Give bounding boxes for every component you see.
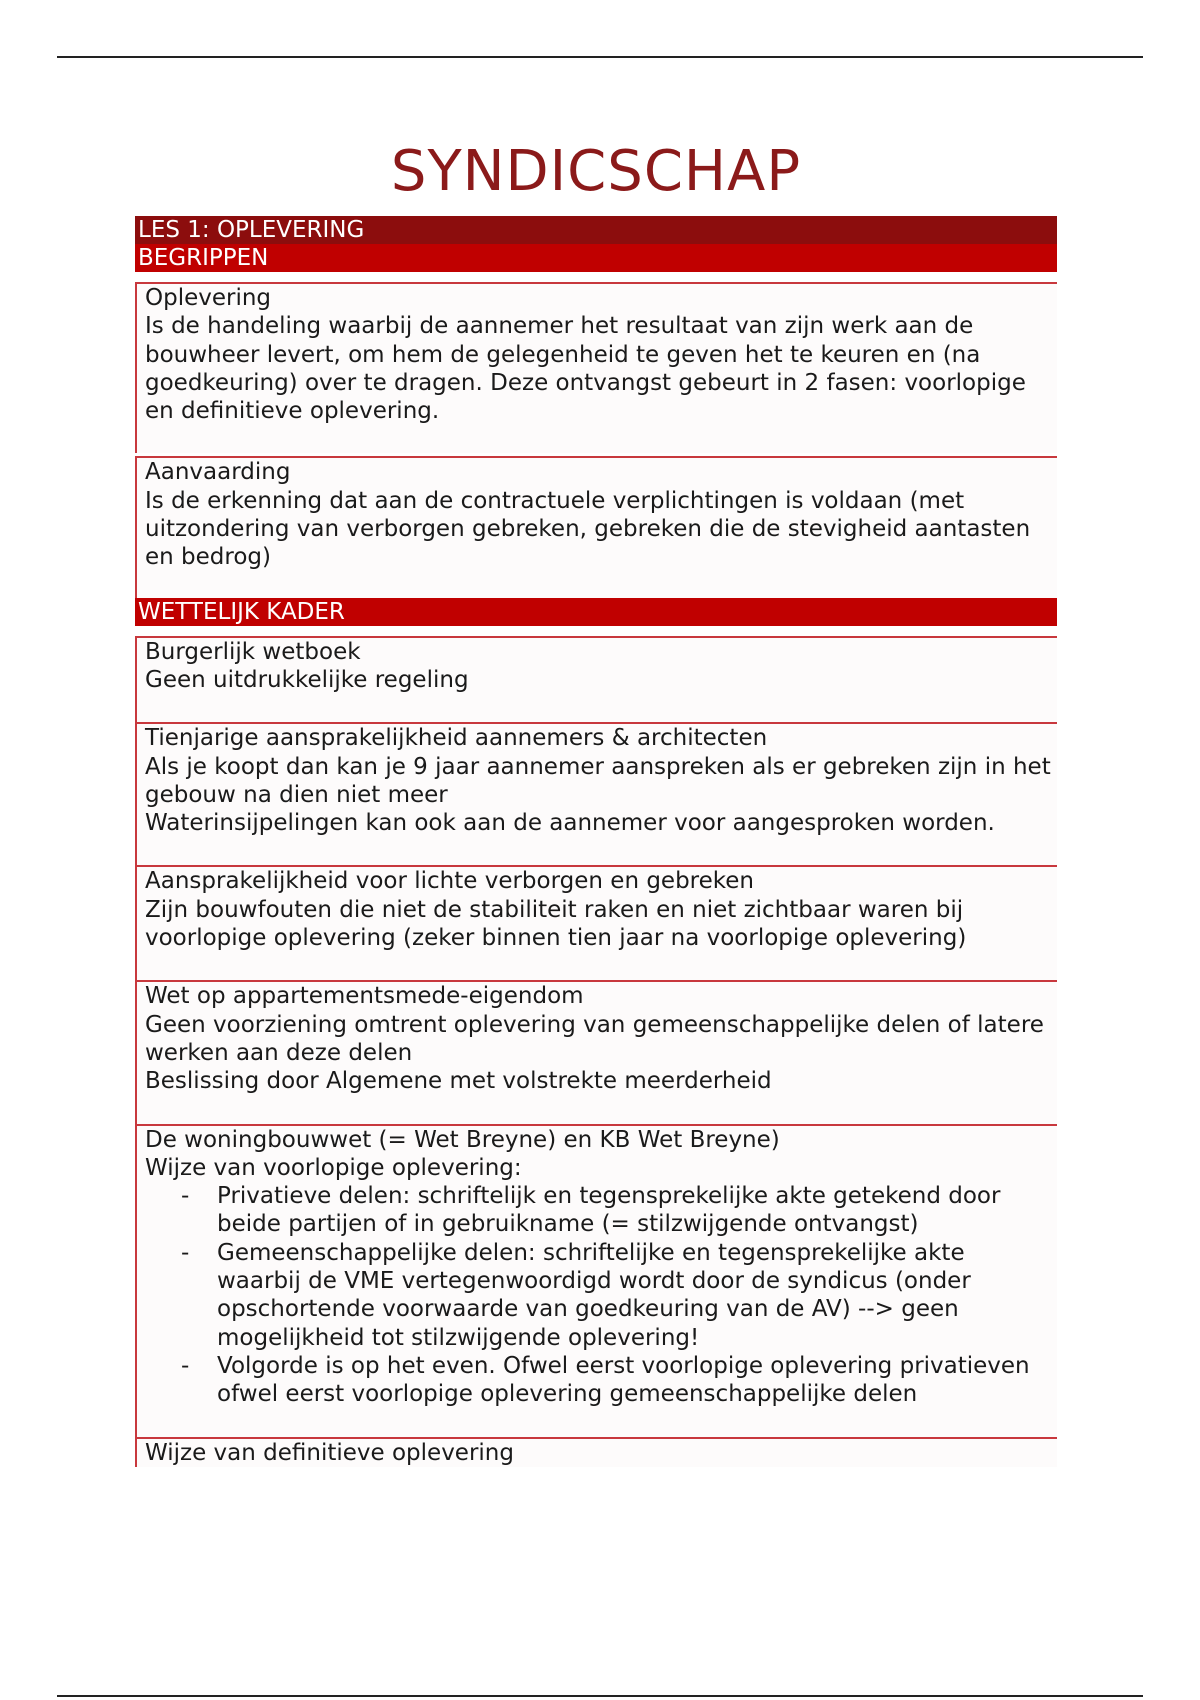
- law-woningbouwwet-breyne: [135, 1124, 1057, 1437]
- bottom-rule: [57, 1695, 1143, 1697]
- lesson-header: [135, 216, 1057, 272]
- list-item: - Volgorde is op het even. Ofwel eerst voorlopige oplevering privatieven ofwel eerst voorlopige oplevering gemeenschappelijke delen: [217, 1352, 1051, 1409]
- law-body: Zijn bouwfouten die niet de stabiliteit raken en niet zichtbaar waren bij voorlopige oplevering (zeker binnen tien jaar na voorlopige oplevering): [145, 896, 967, 952]
- law-appartementsmede-eigendom: [135, 980, 1057, 1123]
- law-label: Wijze van definitieve oplevering: [145, 1439, 514, 1466]
- section-wettelijk-title: WETTELIJK KADER: [138, 598, 345, 625]
- law-body: Als je koopt dan kan je 9 jaar aannemer aanspreken als er gebreken zijn in het gebouw na dien niet meer: [145, 753, 1051, 808]
- term-oplevering: [135, 282, 1057, 453]
- law-definitieve-oplevering: [135, 1437, 1057, 1467]
- law-body: Geen uitdrukkelijke regeling: [145, 666, 469, 693]
- term-label: Aanvaarding: [145, 459, 291, 486]
- document-page: [135, 140, 1057, 1467]
- term-body: Is de handeling waarbij de aannemer het resultaat van zijn werk aan de bouwheer levert, om hem de gelegenheid te geven het te keuren en (na goedkeuring) over te dragen. Deze ontvangst gebeurt in 2 fasen: voorlopige en definitieve oplevering.: [145, 313, 1026, 425]
- law-body-extra: Beslissing door Algemene met volstrekte meerderheid: [145, 1068, 772, 1095]
- law-label: Burgerlijk wetboek: [145, 638, 361, 665]
- breyne-list: [145, 1182, 1051, 1408]
- law-tienjarige-aansprakelijkheid: [135, 722, 1057, 865]
- list-item: - Gemeenschappelijke delen: schriftelijke en tegensprekelijke akte waarbij de VME vertegenwoordigd wordt door de syndicus (onder opschortende voorwaarde van goedkeuring van de AV) --> geen mogelijkheid tot stilzwijgende oplevering!: [217, 1239, 1051, 1352]
- law-lichte-verborgen-gebreken: [135, 865, 1057, 980]
- section-wettelijk-kader: [135, 598, 1057, 626]
- law-body: Geen voorziening omtrent oplevering van gemeenschappelijke delen of latere werken aan deze delen: [145, 1011, 1044, 1066]
- law-label: Aansprakelijkheid voor lichte verborgen en gebreken: [145, 868, 755, 895]
- law-label: Wet op appartementsmede-eigendom: [145, 983, 584, 1010]
- law-intro: Wijze van voorlopige oplevering:: [145, 1154, 522, 1181]
- term-aanvaarding: [135, 456, 1057, 597]
- term-label: Oplevering: [145, 285, 272, 311]
- section-begrippen: BEGRIPPEN: [138, 245, 269, 271]
- law-label: Tienjarige aansprakelijkheid aannemers & architecten: [145, 725, 768, 752]
- law-burgerlijk-wetboek: [135, 636, 1057, 723]
- term-body: Is de erkenning dat aan de contractuele verplichtingen is voldaan (met uitzondering van verborgen gebreken, gebreken die de stevigheid aantasten en bedrog): [145, 487, 1031, 571]
- law-body-extra: Waterinsijpelingen kan ook aan de aannemer voor aangesproken worden.: [145, 810, 995, 837]
- top-rule: [57, 56, 1143, 58]
- page-title: SYNDICSCHAP: [390, 139, 802, 204]
- lesson-title: LES 1: OPLEVERING: [135, 216, 1057, 244]
- list-item: - Privatieve delen: schriftelijk en tegensprekelijke akte getekend door beide partijen of in gebruikname (= stilzwijgende ontvangst): [217, 1182, 1051, 1239]
- law-label: De woningbouwwet (= Wet Breyne) en KB Wet Breyne): [145, 1126, 780, 1153]
